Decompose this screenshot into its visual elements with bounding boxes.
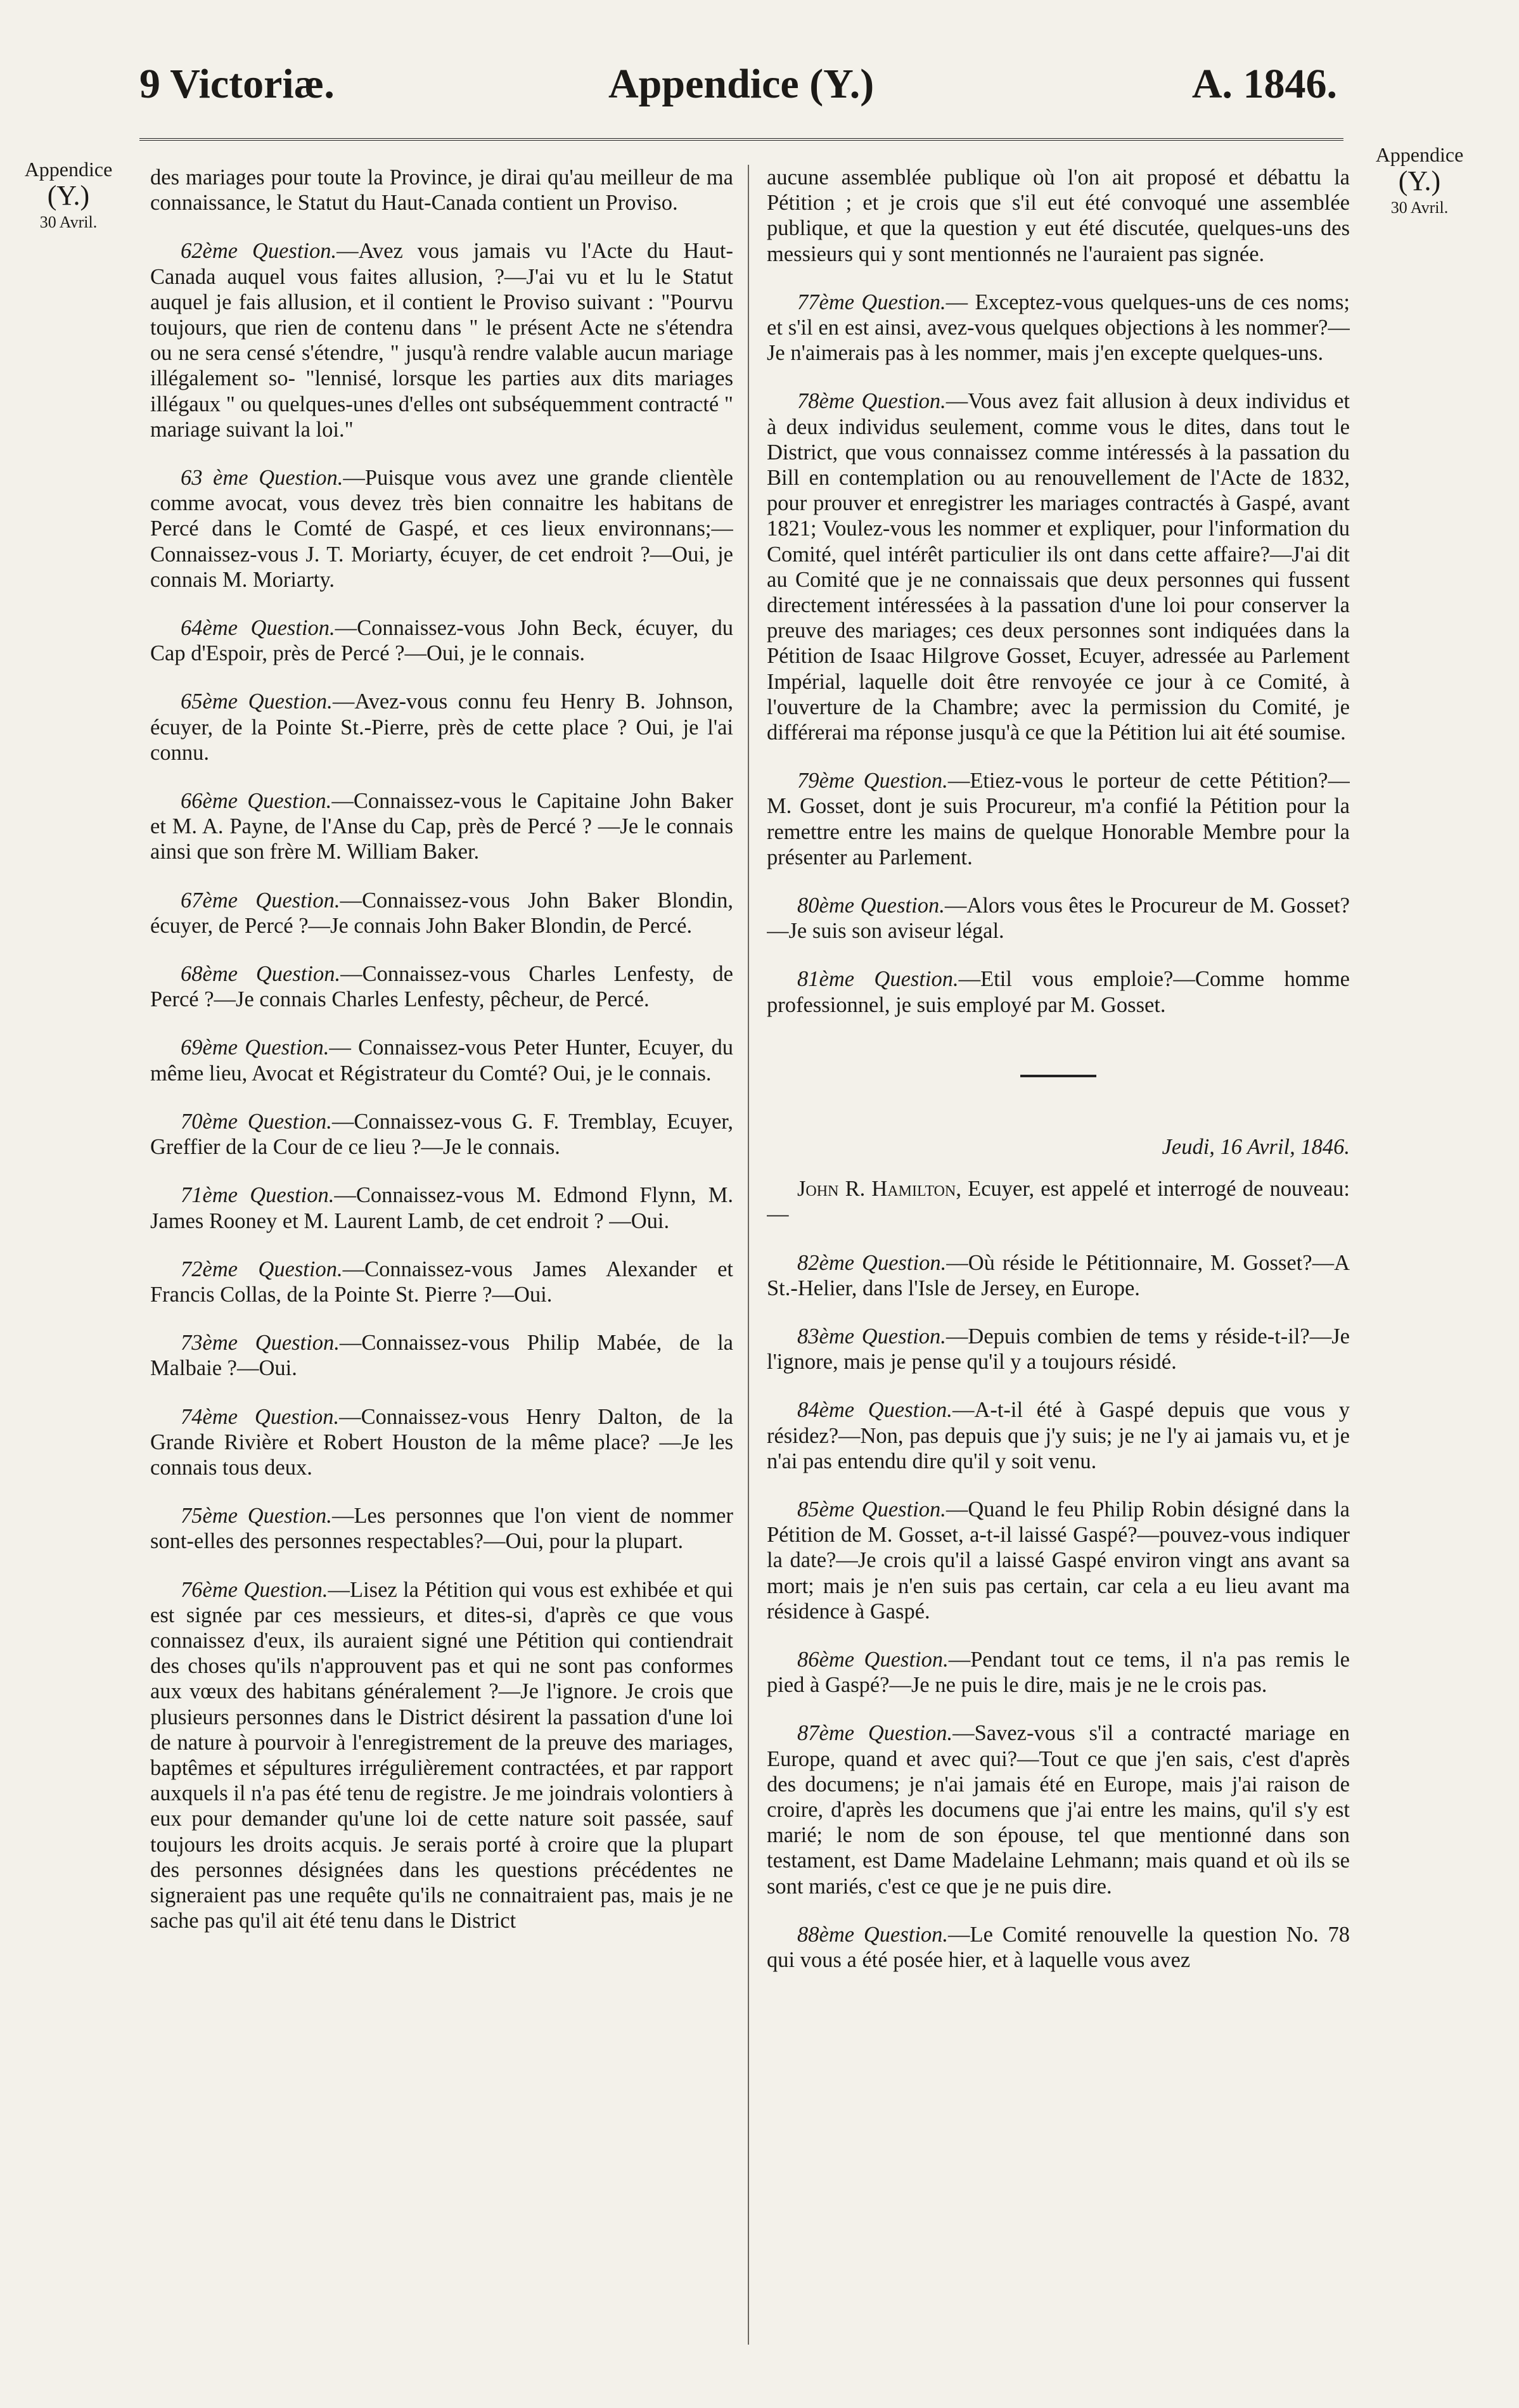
question-text: —Pendant tout ce tems, il n'a pas remis le pied à Gaspé?—Je ne puis le dire, mais je ne le crois pas. bbox=[767, 1647, 1350, 1698]
margin-title: Appendice bbox=[24, 158, 113, 181]
question-paragraph bbox=[150, 1035, 733, 1086]
witness-intro bbox=[767, 1176, 1350, 1227]
question-text: —Avez-vous connu feu Henry B. Johnson, écuyer, de la Pointe St.-Pierre, près de cette place ? Oui, je l'ai connu. bbox=[150, 689, 733, 765]
question-paragraph bbox=[150, 1577, 733, 1934]
question-paragraph bbox=[767, 768, 1350, 870]
dateline-day: Jeudi, bbox=[1162, 1134, 1215, 1159]
question-text: —Etiez-vous le porteur de cette Pétition?—M. Gosset, dont je suis Procureur, m'a confié la Pétition pour la remettre entre les mains de quelque Honorable Membre pour la présenter au Parlement. bbox=[767, 769, 1350, 869]
header-rule bbox=[139, 138, 1343, 141]
column-divider bbox=[748, 165, 749, 2345]
question-paragraph bbox=[767, 165, 1350, 267]
question-label: 82ème Question. bbox=[797, 1250, 947, 1275]
question-paragraph bbox=[150, 1257, 733, 1307]
question-text: aucune assemblée publique où l'on ait proposé et débattu la Pétition ; et je crois que s'il eut été convoqué une assemblée publique, et que la question y eut été discutée, quelques-uns des messieurs qui y sont mentionnés ne l'auraient pas signée. bbox=[767, 165, 1350, 266]
question-label: 74ème Question. bbox=[181, 1404, 340, 1429]
question-text: —Connaissez-vous G. F. Tremblay, Ecuyer, Greffier de la Cour de ce lieu ?—Je le connais. bbox=[150, 1109, 733, 1160]
page-header bbox=[139, 48, 1337, 124]
question-text: —Connaissez-vous John Baker Blondin, écuyer, de Percé ?—Je connais John Baker Blondin, de Percé. bbox=[150, 888, 733, 938]
question-text: —Connaissez-vous John Beck, écuyer, du Cap d'Espoir, près de Percé ?—Oui, je le connais. bbox=[150, 616, 733, 666]
question-text: — Exceptez-vous quelques-uns de ces noms; et s'il en est ainsi, avez-vous quelques objections à les nommer?—Je n'aimerais pas à les nommer, mais j'en excepte quelques-uns. bbox=[767, 290, 1350, 366]
question-text: —Connaissez-vous Henry Dalton, de la Grande Rivière et Robert Houston de la même place? —Je les connais tous deux. bbox=[150, 1404, 733, 1480]
header-appendix-title: Appendice (Y.) bbox=[608, 61, 875, 107]
witness-name: John R. Hamilton, bbox=[797, 1177, 961, 1201]
question-label: 86ème Question. bbox=[797, 1647, 949, 1672]
question-label: 77ème Question. bbox=[797, 290, 946, 314]
question-label: 85ème Question. bbox=[797, 1497, 946, 1521]
question-paragraph bbox=[767, 1397, 1350, 1474]
margin-title: Appendice bbox=[1375, 143, 1464, 166]
witness-text: Ecuyer, est appelé et interrogé de nouveau:— bbox=[767, 1177, 1350, 1227]
question-text: — Connaissez-vous Peter Hunter, Ecuyer, du même lieu, Avocat et Régistrateur du Comté? Oui, je le connais. bbox=[150, 1035, 733, 1086]
question-paragraph bbox=[150, 1503, 733, 1554]
question-text: —Alors vous êtes le Procureur de M. Gosset?—Je suis son aviseur légal. bbox=[767, 893, 1350, 944]
margin-letter: (Y.) bbox=[47, 180, 90, 211]
margin-date: 30 Avril. bbox=[1390, 198, 1449, 217]
question-text: —Puisque vous avez une grande clientèle comme avocat, vous devez très bien connaitre les habitans de Percé dans le Comté de Gaspé, et ces lieux environnans;—Connaissez-vous J. T. Moriarty, écuyer, de cet endroit ?—Oui, je connais M. Moriarty. bbox=[150, 466, 733, 592]
question-label: 80ème Question. bbox=[797, 893, 945, 918]
question-text: —A-t-il été à Gaspé depuis que vous y résidez?—Non, pas depuis que j'y suis; je ne l'y ai jamais vu, et je n'ai pas entendu dire qu'il y soit venu. bbox=[767, 1398, 1350, 1473]
right-column bbox=[767, 165, 1350, 2370]
question-text: —Etil vous emploie?—Comme homme professionnel, je suis employé par M. Gosset. bbox=[767, 967, 1350, 1017]
dateline bbox=[767, 1134, 1350, 1160]
question-label: 72ème Question. bbox=[181, 1257, 343, 1281]
question-paragraph bbox=[767, 966, 1350, 1017]
question-paragraph bbox=[767, 1922, 1350, 1973]
question-label: 66ème Question. bbox=[181, 789, 332, 814]
question-label: 67ème Question. bbox=[181, 888, 340, 913]
question-text: —Vous avez fait allusion à deux individus et à deux individus seulement, comme vous le dites, dans tout le District, que vous connaissez comme intéressés à la passation du Bill en contemplation ou au renouvellement de l'Acte de 1832, pour prouver et enregistrer les mariages contractés à Gaspé, avant 1821; Voulez-vous les nommer et expliquer, pour l'information du Comité, quel intérêt particulier ils ont dans cette affaire?—J'ai dit au Comité que je ne connaissais que deux personnes qui fussent directement intéressées à la passation d'une loi pour conserver la preuve des mariages; ces deux personnes sont indiquées dans la Pétition de Isaac Hilgrove Gosset, Ecuyer, adressée au Parlement Impérial, laquelle doit être renvoyée ce jour à ce Comité, à l'ouverture de la Chambre; avec la permission du Comité, je différerai ma réponse jusqu'à ce que la Pétition lui ait été soumise. bbox=[767, 389, 1350, 745]
question-text: —Avez vous jamais vu l'Acte du Haut-Canada auquel vous faites allusion, ?—J'ai vu et lu le Statut auquel je fais allusion, et il contient le Proviso suivant : "Pourvu toujours, que rien de contenu dans " le présent Acte ne s'étendra ou ne sera censé s'étendre, " jusqu'à rendre valable aucun mariage illégalement so- "lennisé, lorsque les parties aux dits mariages illégaux " ou quelques-unes d'elles ont subséquemment contracté " mariage suivant la loi." bbox=[150, 239, 733, 442]
question-text: —Connaissez-vous Charles Lenfesty, de Percé ?—Je connais Charles Lenfesty, pêcheur, de Percé. bbox=[150, 962, 733, 1012]
question-text: —Le Comité renouvelle la question No. 78 qui vous a été posée hier, et à laquelle vous avez bbox=[767, 1922, 1350, 1972]
question-paragraph bbox=[767, 1720, 1350, 1899]
question-label: 71ème Question. bbox=[181, 1183, 335, 1208]
question-paragraph bbox=[767, 388, 1350, 745]
margin-letter: (Y.) bbox=[1398, 165, 1441, 196]
question-paragraph bbox=[150, 615, 733, 666]
question-paragraph bbox=[150, 961, 733, 1012]
question-text: —Les personnes que l'on vient de nommer sont-elles des personnes respectables?—Oui, pour la plupart. bbox=[150, 1504, 733, 1554]
question-paragraph bbox=[767, 893, 1350, 944]
question-text: —Connaissez-vous le Capitaine John Baker et M. A. Payne, de l'Anse du Cap, près de Percé ? —Je le connais ainsi que son frère M. William Baker. bbox=[150, 789, 733, 864]
question-paragraph bbox=[150, 1182, 733, 1233]
question-label: 75ème Question. bbox=[181, 1504, 332, 1528]
question-text: —Savez-vous s'il a contracté mariage en Europe, quand et avec qui?—Tout ce que j'en sais, c'est d'après des documens; je n'ai jamais été en Europe, mais j'ai raison de croire, d'après les documens que j'ai entre les mains, qu'il s'y est marié; le nom de son épouse, tel que mentionné dans son testament, est Dame Madelaine Lehmann; mais quand et où ils se sont mariés, c'est ce que je ne puis dire. bbox=[767, 1721, 1350, 1899]
question-paragraph bbox=[150, 1404, 733, 1481]
question-paragraph bbox=[150, 1330, 733, 1381]
left-margin-note bbox=[11, 157, 125, 234]
question-label: 73ème Question. bbox=[181, 1331, 340, 1355]
right-column-questions-2 bbox=[767, 1250, 1350, 1973]
section-rule bbox=[1020, 1075, 1096, 1077]
question-label: 79ème Question. bbox=[797, 769, 948, 793]
question-label: 76ème Question. bbox=[181, 1577, 328, 1602]
question-text: —Quand le feu Philip Robin désigné dans la Pétition de M. Gosset, a-t-il laissé Gaspé?—pouvez-vous indiquer la date?—Je crois qu'il a laissé Gaspé environ vingt ans avant sa mort; mais je n'en suis pas certain, car cela a eu lieu avant ma résidence à Gaspé. bbox=[767, 1497, 1350, 1623]
right-margin-note bbox=[1362, 143, 1477, 220]
question-text: —Où réside le Pétitionnaire, M. Gosset?—A St.-Helier, dans l'Isle de Jersey, en Europe. bbox=[767, 1250, 1350, 1300]
question-text: des mariages pour toute la Province, je dirai qu'au meilleur de ma connaissance, le Statut du Haut-Canada contient un Proviso. bbox=[150, 165, 733, 215]
question-text: —Depuis combien de tems y réside-t-il?—Je l'ignore, mais je pense qu'il y a toujours résidé. bbox=[767, 1324, 1350, 1374]
margin-date: 30 Avril. bbox=[39, 213, 98, 231]
question-paragraph bbox=[767, 1324, 1350, 1374]
question-paragraph bbox=[767, 1647, 1350, 1698]
question-paragraph bbox=[767, 290, 1350, 366]
question-paragraph bbox=[150, 238, 733, 442]
question-label: 78ème Question. bbox=[797, 389, 946, 414]
dateline-date: 16 Avril, 1846. bbox=[1220, 1134, 1350, 1159]
question-text: —Lisez la Pétition qui vous est exhibée et qui est signée par ces messieurs, et dites-si, d'après ce que vous connaissez d'eux, ils auraient signé une Pétition qui contiendrait des choses qu'ils n'approuvent pas et qui ne sont pas conformes aux vœux des habitans généralement ?—Je l'ignore. Je crois que plusieurs personnes dans le District désirent la passation d'une loi de nature à pourvoir à l'enregistrement de la preuve des mariages, baptêmes et sépultures irrégulièrement contractées, et par rapport auxquels il n'a pas été tenu de registre. Je me joindrais volontiers à eux pour demander qu'une loi de cette nature soit passée, sauf toujours les droits acquis. Je serais porté à croire que la plupart des personnes désignées dans les questions précédentes ne signeraient pas une requête qu'ils ne connaitraient pas, mais je ne sache pas qu'il ait été tenu dans le District bbox=[150, 1577, 733, 1933]
header-year: A. 1846. bbox=[1191, 61, 1337, 107]
question-label: 83ème Question. bbox=[797, 1324, 946, 1348]
question-paragraph bbox=[150, 888, 733, 938]
question-text: —Connaissez-vous Philip Mabée, de la Malbaie ?—Oui. bbox=[150, 1331, 733, 1381]
question-paragraph bbox=[767, 1250, 1350, 1301]
question-text: —Connaissez-vous M. Edmond Flynn, M. James Rooney et M. Laurent Lamb, de cet endroit ? —Oui. bbox=[150, 1183, 733, 1233]
question-paragraph bbox=[150, 788, 733, 865]
question-paragraph bbox=[150, 465, 733, 592]
question-label: 81ème Question. bbox=[797, 967, 959, 992]
question-label: 70ème Question. bbox=[181, 1109, 332, 1134]
question-label: 65ème Question. bbox=[181, 689, 333, 714]
question-label: 62ème Question. bbox=[181, 239, 337, 264]
question-paragraph bbox=[767, 1497, 1350, 1624]
question-paragraph bbox=[150, 1109, 733, 1160]
question-label: 87ème Question. bbox=[797, 1721, 953, 1746]
left-column bbox=[150, 165, 733, 2370]
question-label: 64ème Question. bbox=[181, 616, 335, 641]
question-label: 68ème Question. bbox=[181, 962, 341, 987]
question-label: 84ème Question. bbox=[797, 1398, 952, 1423]
question-paragraph bbox=[150, 689, 733, 765]
header-session: 9 Victoriæ. bbox=[139, 61, 335, 107]
question-label: 88ème Question. bbox=[797, 1922, 949, 1947]
right-column-questions bbox=[767, 165, 1350, 1018]
question-paragraph bbox=[150, 165, 733, 215]
question-text: —Connaissez-vous James Alexander et Francis Collas, de la Pointe St. Pierre ?—Oui. bbox=[150, 1257, 733, 1307]
question-label: 69ème Question. bbox=[181, 1035, 330, 1060]
question-label: 63 ème Question. bbox=[181, 466, 343, 490]
